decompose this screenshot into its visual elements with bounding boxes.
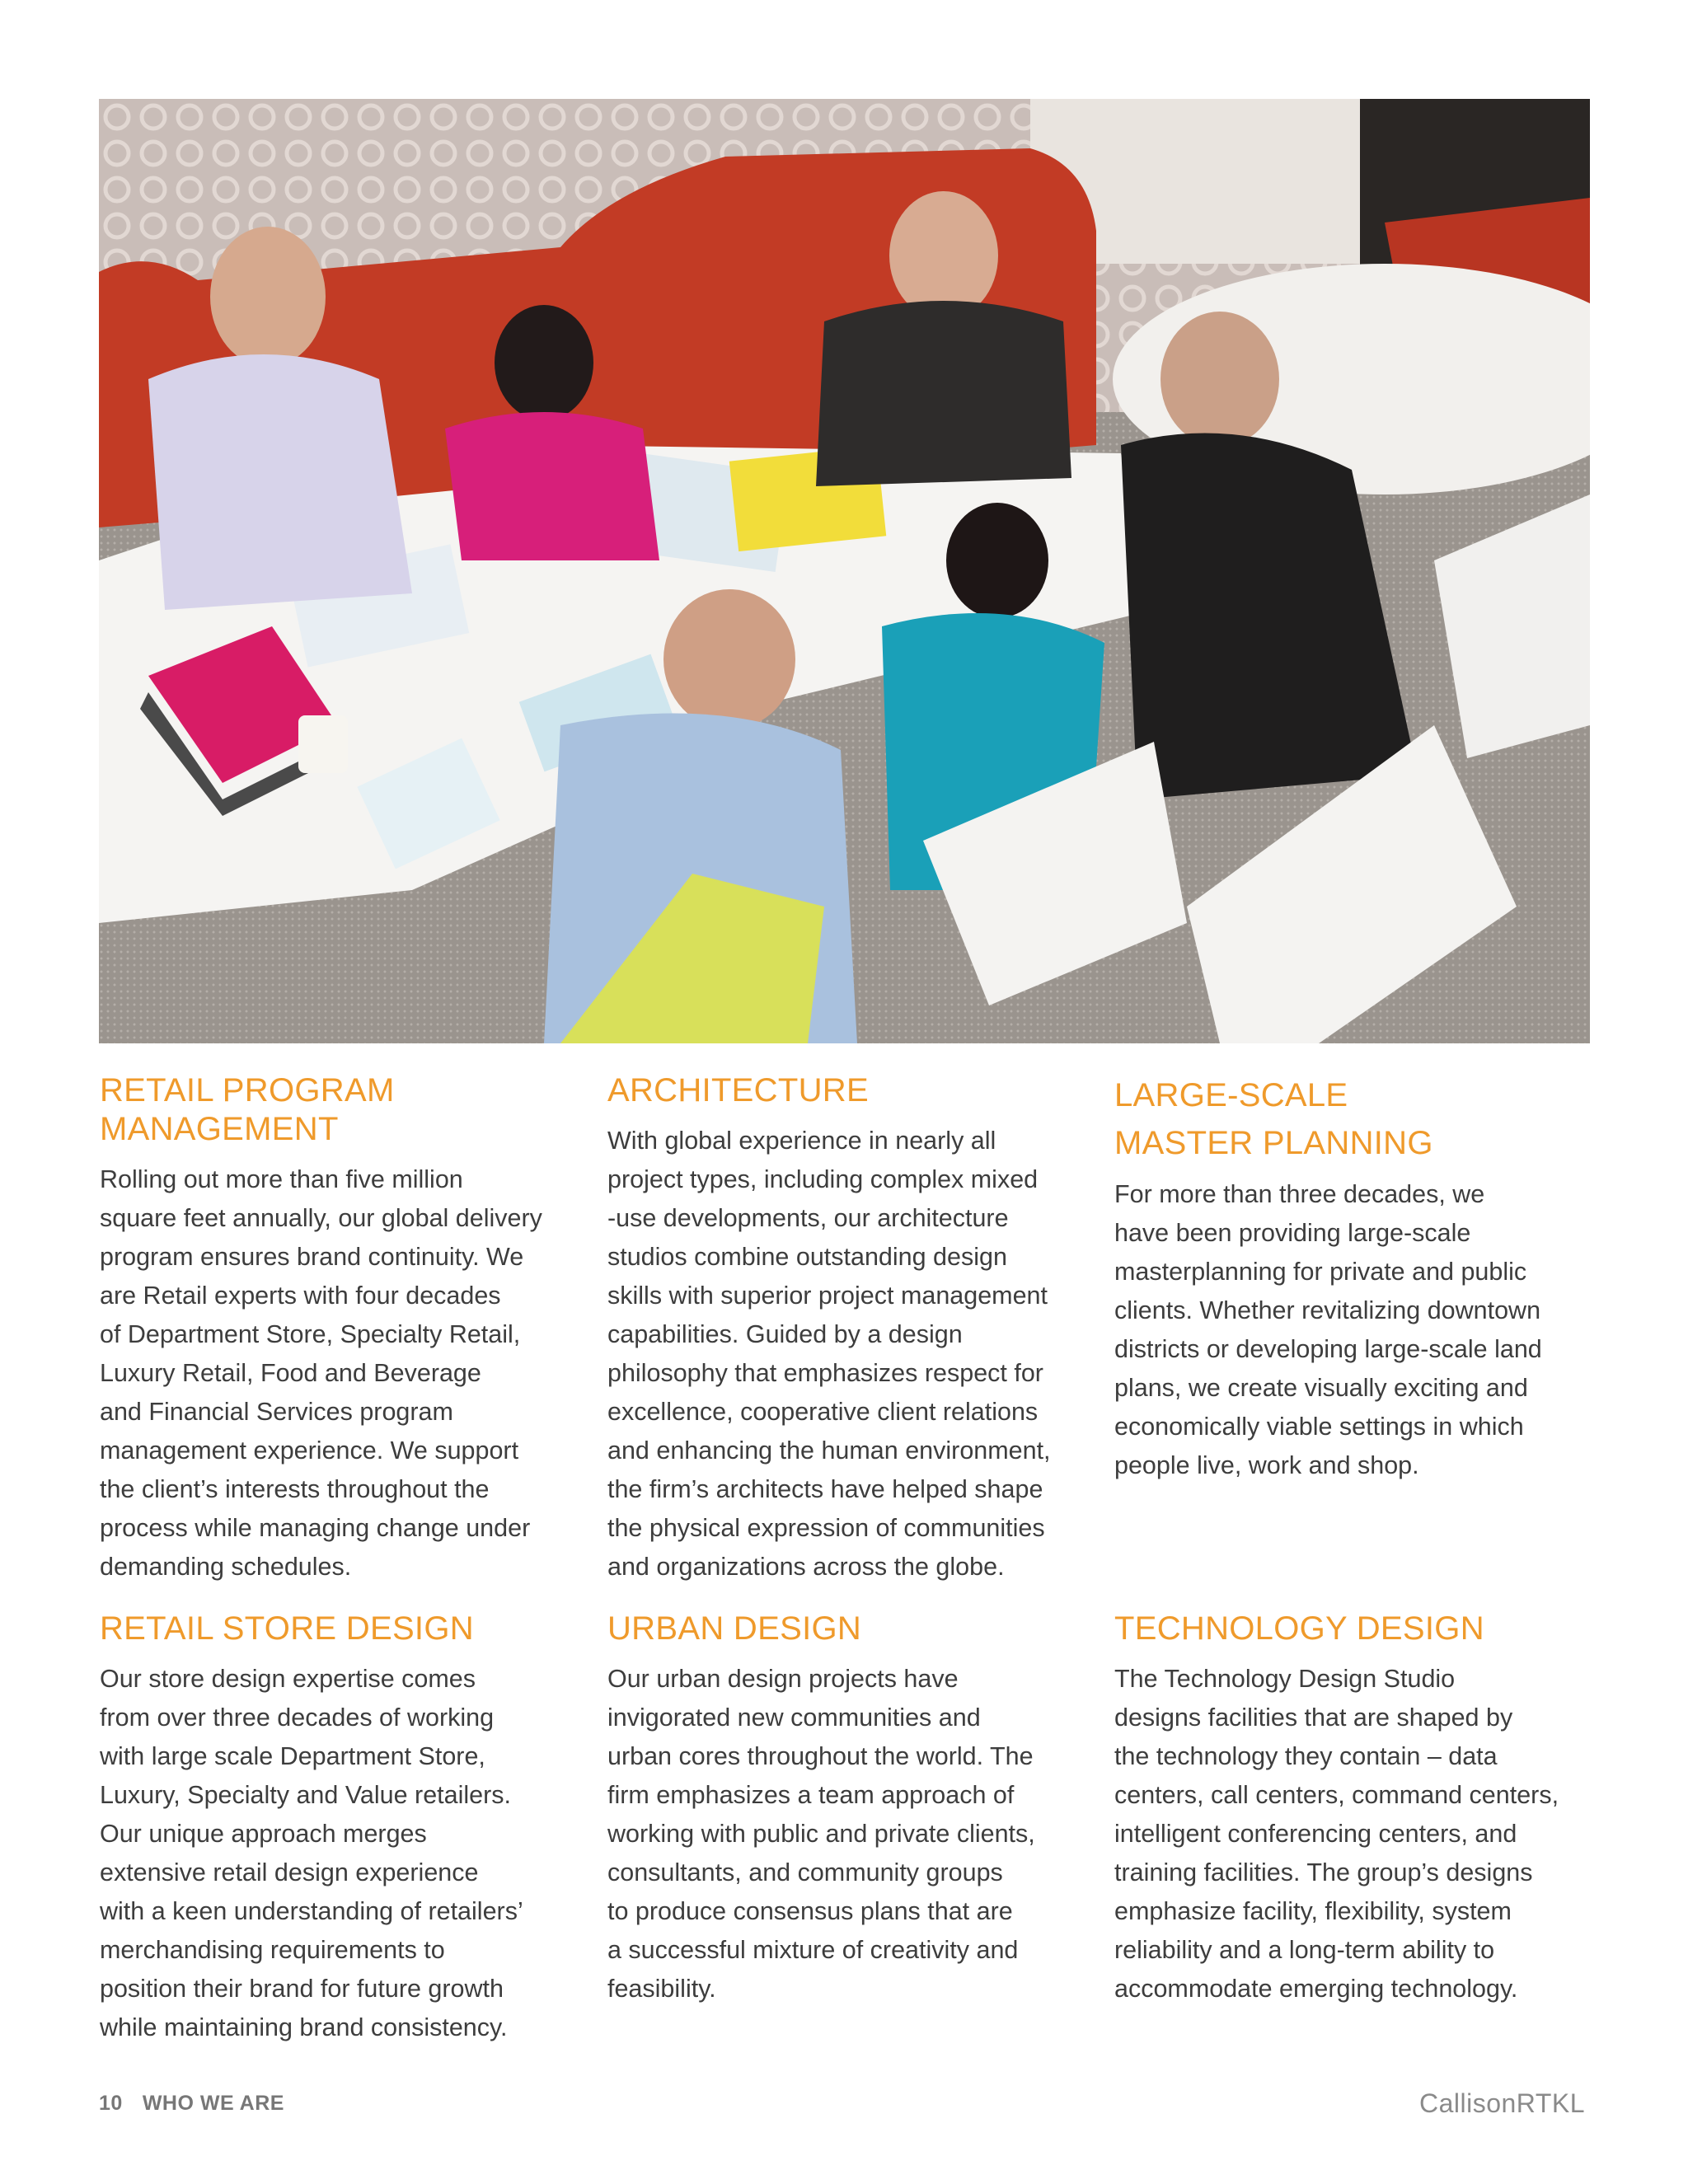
team-meeting-photo xyxy=(99,99,1590,1043)
photo-illustration xyxy=(99,99,1590,1043)
page-footer-label xyxy=(99,2092,284,2116)
section-body: Our store design expertise comes from over three decades of working with large scale Department Store, Luxury, Specialty and Value retailers. Our unique approach merges extensive retail design experience with a keen understanding of retailers’ merchandising requirements to position their brand for future growth while maintaining brand consistency. xyxy=(100,1665,523,2041)
section-heading: URBAN DESIGN xyxy=(607,1610,862,1647)
page-number: 10 xyxy=(99,2092,123,2115)
section-heading: RETAIL STORE DESIGN xyxy=(100,1610,474,1647)
section-technology-design xyxy=(1114,1610,1601,2008)
footer-section-label: WHO WE ARE xyxy=(142,2092,284,2115)
section-urban-design xyxy=(607,1610,1094,2008)
section-body: Rolling out more than five million square feet annually, our global delivery program ensures brand continuity. We are Retail experts with four decades of Department Store, Specialty Retail, Luxury Retail, Food and Beverage and Financial Services program management experience. We support the client’s interests throughout the process while managing change under demanding schedules. xyxy=(100,1165,542,1581)
brand-logo-text: CallisonRTKL xyxy=(1418,2088,1585,2118)
section-heading: ARCHITECTURE xyxy=(607,1072,869,1108)
section-body: Our urban design projects have invigorated new communities and urban cores throughout the world. The firm emphasizes a team approach of working with public and private clients, consultants, and community groups to produce consensus plans that are a successful mixture of creativity and feasibility. xyxy=(607,1665,1035,2003)
section-heading: LARGE-SCALE MASTER PLANNING xyxy=(1114,1077,1433,1161)
section-retail-store-design xyxy=(100,1610,586,2047)
section-retail-program-management xyxy=(100,1071,586,1586)
section-large-scale-master-planning xyxy=(1114,1071,1601,1485)
section-heading: TECHNOLOGY DESIGN xyxy=(1114,1610,1484,1647)
section-body: For more than three decades, we have been providing large-scale masterplanning for private and public clients. Whether revitalizing downtown districts or developing large-scale land plans, we create visually exciting and economically viable settings in which people live, work and shop. xyxy=(1114,1180,1542,1479)
section-heading: RETAIL PROGRAM MANAGEMENT xyxy=(100,1072,395,1147)
section-architecture xyxy=(607,1071,1094,1586)
section-body: With global experience in nearly all project types, including complex mixed -use developments, our architecture studios combine outstanding design skills with superior project management capabilities. Guided by a design philosophy that emphasizes respect for excellence, cooperative client relations and enhancing the human environment, the firm’s architects have helped shape the physical expression of communities and organizations across the globe. xyxy=(607,1127,1051,1581)
section-body: The Technology Design Studio designs facilities that are shaped by the technology they contain – data centers, call centers, command centers, intelligent conferencing centers, and training facilities. The group’s designs emphasize facility, flexibility, system reliability and a long-term ability to accommodate emerging technology. xyxy=(1114,1665,1559,2003)
